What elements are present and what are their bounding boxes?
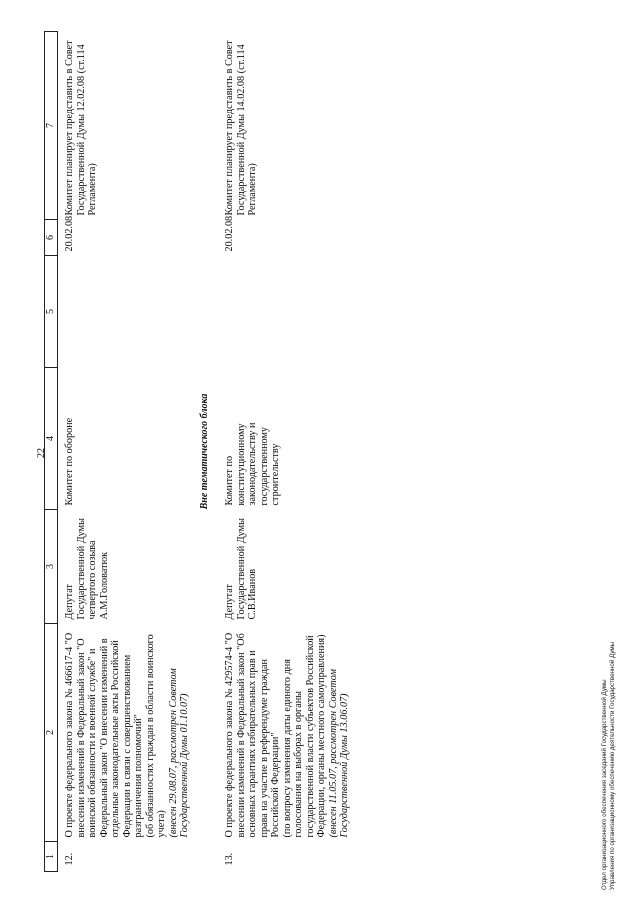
header-cell: 6: [45, 220, 58, 256]
bill-note: (по вопросу изменения даты единого дня голосования на выборах в органы государственной власти субъектов Российской Федерации, органы местного самоуправления): [281, 634, 327, 838]
page-footer: [601, 642, 617, 890]
bill-author: Депутат Государственной Думы С.В.Иванов: [224, 518, 258, 620]
date-cell: 20.02.08: [64, 215, 75, 252]
row-number: 13.: [224, 852, 235, 866]
column-5-cell: [58, 256, 193, 368]
header-cell: 1: [45, 842, 58, 872]
table-row: [58, 32, 193, 872]
header-cell: 5: [45, 256, 58, 368]
section-title: Вне тематического блока: [198, 393, 210, 510]
plan-cell: Комитет планирует представить в Совет Государственной Думы 12.02.08 (ст.114 Регламента): [64, 40, 98, 216]
responsible-committee: Комитет по конституционному законодательству и государственному строительству: [224, 422, 281, 506]
table-row: [218, 32, 353, 872]
date-cell: 20.02.08: [224, 215, 235, 252]
plan-cell: Комитет планирует представить в Совет Государственной Думы 14.02.08 (ст.114 Регламента): [224, 40, 258, 216]
column-5-cell: [218, 256, 353, 368]
footer-line-1: Отдел организационного обеспечения заседаний Государственной Думы: [601, 679, 608, 890]
bill-title: О проекте федерального закона № 429574-4 "О внесении изменений в Федеральный закон "Об основных гарантиях избирательных прав и права на участие в референдуме граждан Российской Федерации": [224, 632, 281, 838]
section-separator-row: [193, 32, 219, 872]
responsible-committee: Комитет по обороне: [64, 417, 75, 506]
bill-author: Депутат Государственной Думы четвертого созыва А.М.Головатюк: [64, 518, 110, 620]
bill-intro: (внесен 29.08.07, рассмотрен Советом Государственной Думы 01.10.07): [167, 668, 190, 838]
footer-line-2: Управления по организационному обеспечению деятельности Государственной Думы: [609, 641, 616, 890]
bill-intro: (внесен 11.05.07, рассмотрен Советом Государственной Думы 13.06.07): [327, 669, 350, 838]
header-cell: 7: [45, 32, 58, 220]
bill-description: [58, 624, 193, 842]
bill-note: (об обязанностях граждан в области воинского учета): [144, 634, 167, 838]
page-number: 22: [36, 448, 47, 458]
agenda-table: [44, 31, 353, 872]
header-cell: 3: [45, 510, 58, 624]
bill-description: [218, 624, 353, 842]
header-cell: 4: [45, 368, 58, 510]
header-row: [45, 32, 58, 872]
row-number: 12.: [64, 852, 75, 866]
bill-title: О проекте федерального закона № 466617-4 "О внесении изменений в Федеральный закон "О воинской обязанности и военной службе" и Федеральный закон "О внесении изменений в отдельные законодательные акты Российской Федерации в связи с совершенствованием разграничения полномочий": [64, 632, 144, 838]
header-cell: 2: [45, 624, 58, 842]
